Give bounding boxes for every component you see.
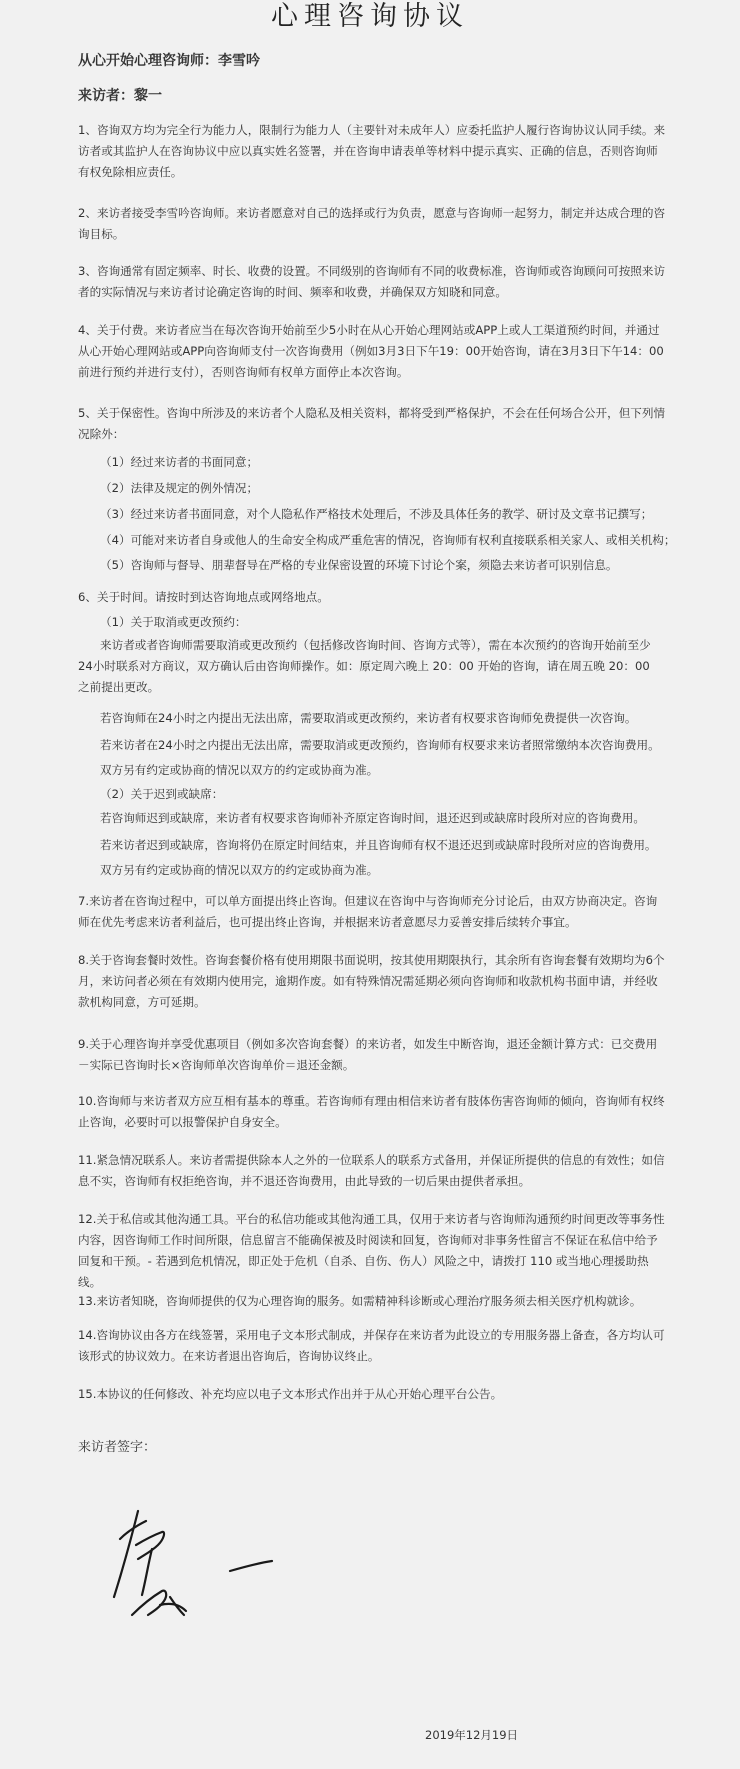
clause-6-sub-late: （2）关于迟到或缺席： xyxy=(100,787,224,801)
clause-2: 2、来访者接受李雪吟咨询师。来访者愿意对自己的选择或行为负责，愿意与咨询师一起努力，制定并达成合理的咨询目标。 xyxy=(78,206,666,241)
visitor-line: 来访者：黎一 xyxy=(78,88,162,104)
confidentiality-item: （4）可能对来访者自身或他人的生命安全构成严重危害的情况，咨询师有权利直接联系相关家人、或相关机构； xyxy=(100,533,676,547)
page-title: 心理咨询协议 xyxy=(271,1,469,32)
confidentiality-item: （1）经过来访者的书面同意； xyxy=(100,455,259,469)
clause-12: 12.关于私信或其他沟通工具。平台的私信功能或其他沟通工具，仅用于来访者与咨询师沟通预约时间更改等事务性内容，因咨询师工作时间所限，信息留言不能确保被及时阅读和回复，咨询师对非事务性留言不保证在私信中给予回复和干预。- 若遇到危机情况，即正处于危机（自杀、自伤、伤人）风险之中，请拨打 110 或当地心理援助热线。 xyxy=(78,1212,665,1289)
clause-6-paragraph: 若咨询师迟到或缺席，来访者有权要求咨询师补齐原定咨询时间，退还迟到或缺席时段所对应的咨询费用。 xyxy=(100,811,645,825)
clause-6-paragraph: 来访者或者咨询师需要取消或更改预约（包括修改咨询时间、咨询方式等），需在本次预约的咨询开始前至少24小时联系对方商议，双方确认后由咨询师操作。如：原定周六晚上 20：00 开始的咨询，请在周五晚 20：00 之前提出更改。 xyxy=(78,638,651,694)
confidentiality-item: （3）经过来访者书面同意，对个人隐私作严格技术处理后，不涉及具体任务的教学、研讨及文章书记撰写； xyxy=(100,507,653,521)
clause-6-paragraph: 若咨询师在24小时之内提出无法出席，需要取消或更改预约，来访者有权要求咨询师免费提供一次咨询。 xyxy=(100,711,637,725)
clause-15: 15.本协议的任何修改、补充均应以电子文本形式作出并于从心开始心理平台公告。 xyxy=(78,1387,503,1401)
handwritten-signature xyxy=(108,1505,288,1635)
clause-6-head: 6、关于时间。请按时到达咨询地点或网络地点。 xyxy=(78,590,329,604)
clause-1: 1、咨询双方均为完全行为能力人，限制行为能力人（主要针对未成年人）应委托监护人履行咨询协议认同手续。来访者或其监护人在咨询协议中应以真实姓名签署，并在咨询申请表单等材料中提示真实、正确的信息，否则咨询师有权免除相应责任。 xyxy=(78,123,666,179)
clause-6-paragraph: 双方另有约定或协商的情况以双方的约定或协商为准。 xyxy=(100,863,379,877)
confidentiality-item: （2）法律及规定的例外情况； xyxy=(100,481,259,495)
confidentiality-item: （5）咨询师与督导、朋辈督导在严格的专业保密设置的环境下讨论个案，须隐去来访者可识别信息。 xyxy=(100,558,618,572)
clause-14: 14.咨询协议由各方在线签署，采用电子文本形式制成，并保存在来访者为此设立的专用服务器上备查，各方均认可该形式的协议效力。在来访者退出咨询后，咨询协议终止。 xyxy=(78,1328,665,1363)
clause-5: 5、关于保密性。咨询中所涉及的来访者个人隐私及相关资料，都将受到严格保护，不会在任何场合公开，但下列情况除外： xyxy=(78,406,666,441)
clause-9: 9.关于心理咨询并享受优惠项目（例如多次咨询套餐）的来访者，如发生中断咨询，退还金额计算方式：已交费用－实际已咨询时长×咨询师单次咨询单价＝退还金额。 xyxy=(78,1037,658,1072)
clause-10: 10.咨询师与来访者双方应互相有基本的尊重。若咨询师有理由相信来访者有肢体伤害咨询师的倾向，咨询师有权终止咨询，必要时可以报警保护自身安全。 xyxy=(78,1094,665,1129)
clause-11: 11.紧急情况联系人。来访者需提供除本人之外的一位联系人的联系方式备用，并保证所提供的信息的有效性；如信息不实，咨询师有权拒绝咨询，并不退还咨询费用，由此导致的一切后果由提供者承担。 xyxy=(78,1153,665,1188)
clause-6-paragraph: 若来访者迟到或缺席，咨询将仍在原定时间结束，并且咨询师有权不退还迟到或缺席时段所对应的咨询费用。 xyxy=(100,838,657,852)
signing-date: 2019年12月19日 xyxy=(425,1728,519,1742)
clause-6-paragraph: 双方另有约定或协商的情况以双方的约定或协商为准。 xyxy=(100,763,379,777)
clause-8: 8.关于咨询套餐时效性。咨询套餐价格有使用期限书面说明，按其使用期限执行，其余所有咨询套餐有效期均为6个月，来访问者必须在有效期内使用完，逾期作废。如有特殊情况需延期必须向咨询师和收款机构书面申请，并经收款机构同意，方可延期。 xyxy=(78,953,665,1009)
clause-6-paragraph: 若来访者在24小时之内提出无法出席，需要取消或更改预约，咨询师有权要求来访者照常缴纳本次咨询费用。 xyxy=(100,738,660,752)
clause-7: 7.来访者在咨询过程中，可以单方面提出终止咨询。但建议在咨询中与咨询师充分讨论后，由双方协商决定。咨询师在优先考虑来访者利益后，也可提出终止咨询，并根据来访者意愿尽力妥善安排后续转介事宜。 xyxy=(78,894,658,929)
counselor-line: 从心开始心理咨询师：李雪吟 xyxy=(78,53,260,69)
signature-label: 来访者签字： xyxy=(78,1440,157,1455)
clause-6-sub-cancel: （1）关于取消或更改预约： xyxy=(100,615,247,629)
clause-13: 13.来访者知晓，咨询师提供的仅为心理咨询的服务。如需精神科诊断或心理治疗服务须去相关医疗机构就诊。 xyxy=(78,1294,642,1308)
clause-3: 3、咨询通常有固定频率、时长、收费的设置。不同级别的咨询师有不同的收费标准，咨询师或咨询顾问可按照来访者的实际情况与来访者讨论确定咨询的时间、频率和收费，并确保双方知晓和同意。 xyxy=(78,264,666,299)
clause-4: 4、关于付费。来访者应当在每次咨询开始前至少5小时在从心开始心理网站或APP上或人工渠道预约时间，并通过从心开始心理网站或APP向咨询师支付一次咨询费用（例如3月3日下午19：00开始咨询，请在3月3日下午14：00前进行预约并进行支付），否则咨询师有权单方面停止本次咨询。 xyxy=(78,323,664,379)
